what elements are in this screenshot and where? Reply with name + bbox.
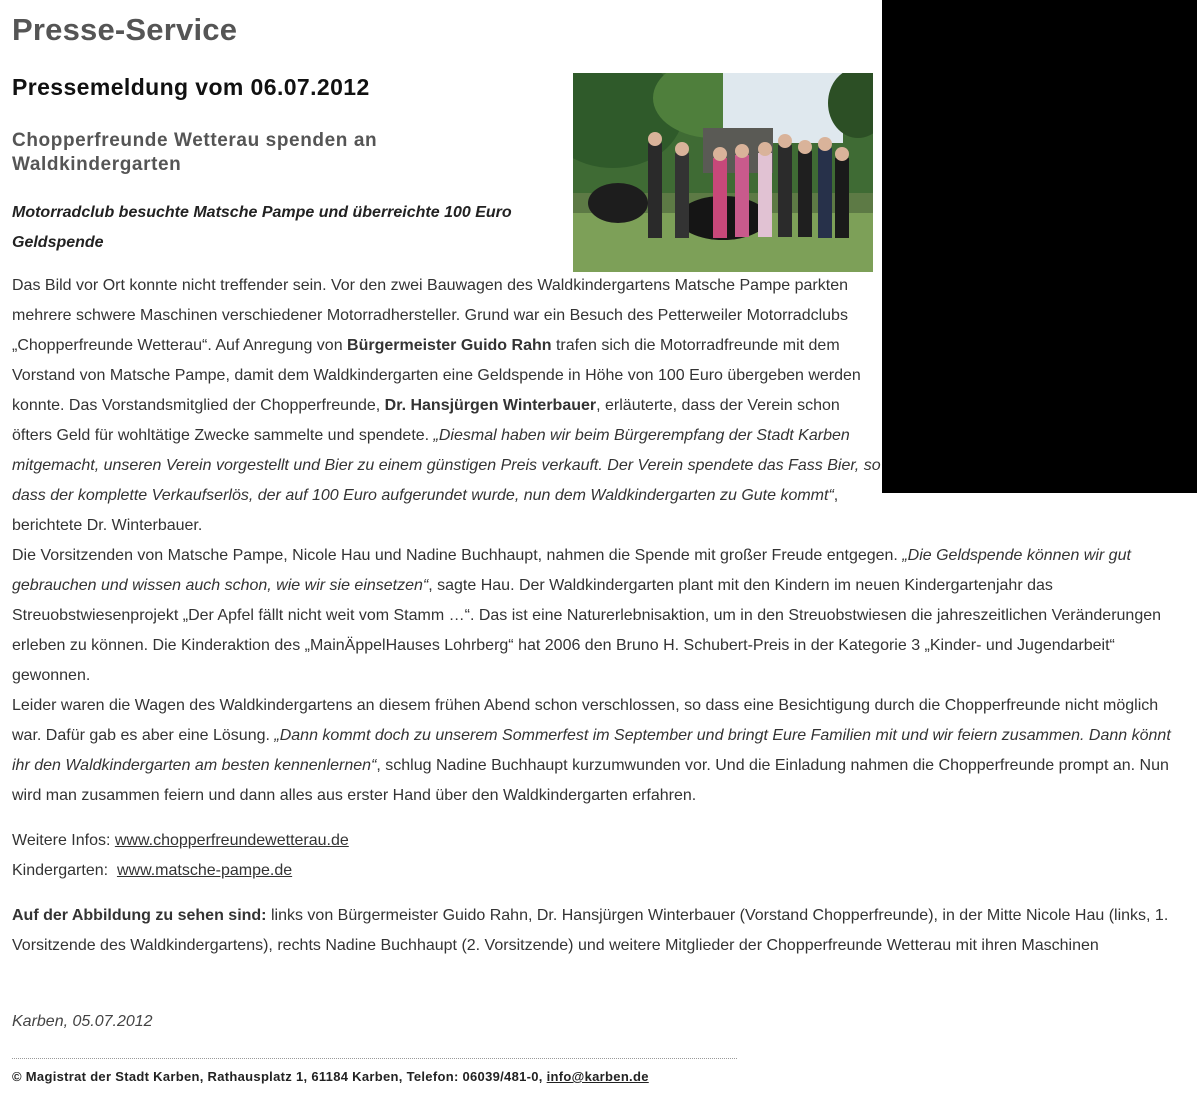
paragraph-text: trafen sich die Motorradfreunde mit dem Vorstand von Matsche Pampe, damit dem Waldkindergarten eine Geldspende in Höhe von 100 Euro übergeben werden konnte. Das Vorstandsmitglied der Chopperfreunde, [12, 337, 861, 414]
paragraph-text: , sagte Hau. Der Waldkindergarten plant mit den Kindern im neuen Kindergartenjahr das Streuobstwiesenprojekt „Der Apfel fällt nicht weit vom Stamm …“. Das ist eine Naturerlebnisaktion, um in den Streuobstwiesen die jahreszeitlichen Veränderungen erleben zu können. Die Kinderaktion des „MainÄppelHauses Lohrberg“ hat 2006 den Bruno H. Schubert-Preis in der Kategorie 3 „Kinder- und Jugendarbeit“ gewonnen. [12, 577, 1162, 684]
highlighted-name: Dr. Hansjürgen Winterbauer [384, 397, 597, 414]
site-title: Presse-Service [12, 12, 238, 47]
article-lead: Motorradclub besuchte Matsche Pampe und überreichte 100 Euro Geldspende [12, 204, 512, 251]
info-link-row [12, 826, 349, 856]
press-release-headline: Pressemeldung vom 06.07.2012 [12, 74, 370, 100]
quote-text: „Dann kommt doch zu unserem Sommerfest im September und bringt Eure Familien mit und wir feiern zusammen. Dann könnt ihr den Waldkindergarten am besten kennenlernen“ [12, 727, 1171, 774]
paragraph-text: , berichtete Dr. Winterbauer. [12, 487, 839, 534]
article-body-top [12, 271, 882, 541]
quote-text: „Die Geldspende können wir gut gebrauchen und wissen auch schon, wie wir sie einsetzen“ [12, 547, 1131, 594]
article-paragraph-2 [12, 541, 1190, 691]
paragraph-text: , erläuterte, dass der Verein schon öfters Geld für wohltätige Zwecke sammelte und spendete. [12, 397, 840, 444]
paragraph-text: Die Vorsitzenden von Matsche Pampe, Nicole Hau und Nadine Buchhaupt, nahmen die Spende mit großer Freude entgegen. [12, 547, 903, 564]
caption-label: Auf der Abbildung zu sehen sind: [12, 907, 267, 924]
paragraph-text: Leider waren die Wagen des Waldkindergartens an diesem frühen Abend schon verschlossen, so dass eine Besichtigung durch die Chopperfreunde nicht möglich war. Dafür gab es aber eine Lösung. [12, 697, 1159, 744]
highlighted-name: Bürgermeister Guido Rahn [347, 337, 552, 354]
matsche-pampe-link[interactable]: www.matsche-pampe.de [116, 862, 293, 879]
article-subheadline: Chopperfreunde Wetterau spenden an Waldkindergarten [12, 130, 378, 175]
footer [12, 1066, 649, 1088]
kindergarten-link-label: Kindergarten: [12, 862, 117, 879]
article-photo [573, 73, 873, 272]
more-info-links [12, 826, 349, 886]
article-paragraph-3 [12, 691, 1190, 811]
footer-email-link[interactable]: info@karben.de [546, 1069, 649, 1084]
paragraph-text: , schlug Nadine Buchhaupt kurzumwunden vor. Und die Einladung nahmen die Chopperfreunde prompt an. Nun wird man zusammen feiern und dann alles aus erster Hand über den Waldkindergarten erfahren. [12, 757, 1169, 804]
caption-text: links von Bürgermeister Guido Rahn, Dr. Hansjürgen Winterbauer (Vorstand Chopperfreunde), in der Mitte Nicole Hau (links, 1. Vorsitzende des Waldkindergartens), rechts Nadine Buchhaupt (2. Vorsitzende) und weitere Mitglieder der Chopperfreunde Wetterau mit ihren Maschinen [12, 907, 1169, 954]
kindergarten-link-row [12, 856, 349, 886]
chopperfreunde-link[interactable]: www.chopperfreundewetterau.de [114, 832, 349, 849]
photo-caption [12, 901, 1192, 961]
redacted-area [882, 0, 1197, 493]
dateline: Karben, 05.07.2012 [12, 1013, 153, 1030]
footer-divider [12, 1058, 737, 1059]
article-paragraph-1 [12, 271, 882, 541]
footer-address: © Magistrat der Stadt Karben, Rathausplatz 1, 61184 Karben, Telefon: 06039/481-0, [12, 1069, 547, 1084]
quote-text: „Diesmal haben wir beim Bürgerempfang der Stadt Karben mitgemacht, unseren Verein vorgestellt und Bier zu einem günstigen Preis verkauft. Der Verein spendete das Fass Bier, so dass der komplette Verkaufserlös, der auf 100 Euro aufgerundet wurde, nun dem Waldkindergarten zu Gute kommt“ [12, 427, 881, 504]
paragraph-text: Das Bild vor Ort konnte nicht treffender sein. Vor den zwei Bauwagen des Waldkindergartens Matsche Pampe parkten mehrere schwere Maschinen verschiedener Motorradhersteller. Grund war ein Besuch des Petterweiler Motorradclubs „Chopperfreunde Wetterau“. Auf Anregung von [12, 277, 848, 354]
info-link-label: Weitere Infos: [12, 832, 115, 849]
article-body-bottom [12, 541, 1190, 811]
